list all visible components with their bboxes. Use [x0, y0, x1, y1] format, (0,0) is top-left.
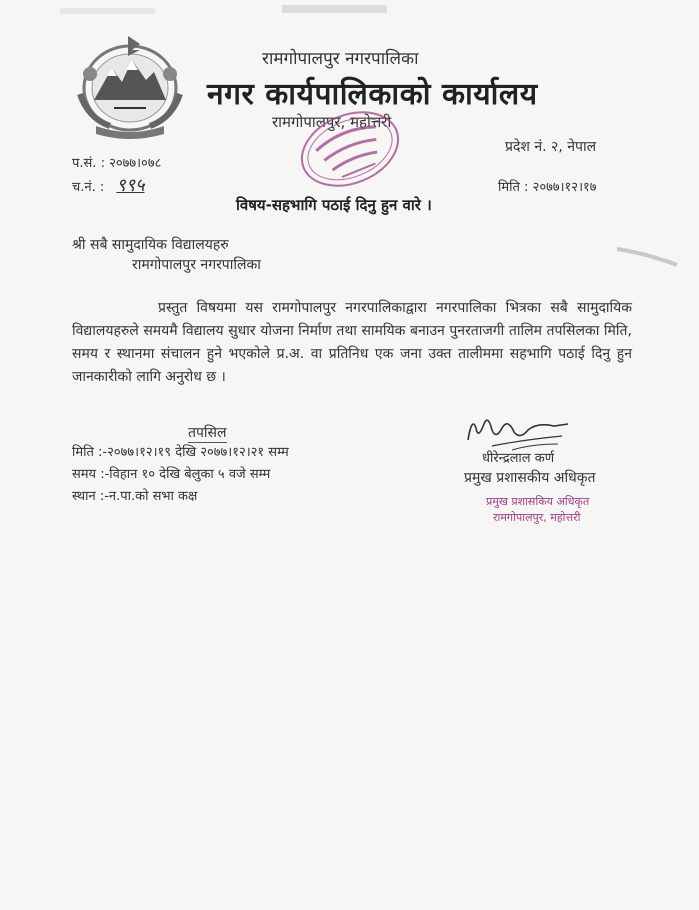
- recipient-line-1: श्री सबै सामुदायिक विद्यालयहरु: [72, 237, 229, 253]
- seal-line-1: प्रमुख प्रशासकिय अधिकृत: [486, 495, 590, 508]
- schedule-date: मिति :-२०७७।१२।१९ देखि २०७७।१२।२१ सम्म: [72, 445, 289, 460]
- government-emblem-icon: [70, 30, 190, 142]
- cn-label: च.नं. :: [72, 180, 105, 195]
- letter-date: [498, 177, 597, 195]
- signer-name: धीरेन्द्रलाल कर्ण: [482, 451, 555, 466]
- office-title: नगर कार्यपालिकाको कार्यालय: [207, 77, 538, 112]
- date-value: २०७७।१२।१७: [532, 180, 597, 195]
- letter-subject: विषय-सहभागि पठाई दिनु हुन वारे ।: [236, 196, 432, 214]
- province-line: प्रदेश नं. २, नेपाल: [505, 139, 597, 155]
- date-label: मिति :: [498, 180, 529, 195]
- schedule-heading: तपसिल: [188, 425, 227, 441]
- office-address: रामगोपालपुर, महोत्तरी: [272, 113, 392, 131]
- patra-sankhya: [72, 153, 161, 171]
- chalani-number: [72, 173, 144, 197]
- schedule-time: समय :-विहान १० देखि बेलुका ५ वजे सम्म: [72, 467, 271, 482]
- schedule-place: स्थान :-न.पा.को सभा कक्ष: [72, 489, 198, 504]
- signer-title: प्रमुख प्रशासकीय अधिकृत: [464, 470, 596, 486]
- letter-body: प्रस्तुत विषयमा यस रामगोपालपुर नगरपालिकाद्वारा नगरपालिका भित्रका सबै सामुदायिक विद्यालयहरुले समयमै विद्यालय सुधार योजना निर्माण तथा सामयिक बनाउन पुनरताजगी तालिम तपसिलका मिति, समय र स्थानमा संचालन हुने भएकोले प्र.अ. वा प्रतिनिध एक जना उक्त तालीममा सहभागि पठाई दिनु हुन जानकारीको लागि अनुरोध छ ।: [72, 300, 632, 385]
- ps-label: प.सं. :: [72, 156, 105, 171]
- ink-smudge: [615, 243, 680, 268]
- scan-mark: [282, 4, 387, 14]
- scan-mark: [60, 6, 155, 16]
- cn-value: ९९५: [116, 175, 145, 196]
- seal-line-2: रामगोपालपुर, महोत्तरी: [493, 511, 581, 524]
- ps-value: २०७७।०७८: [109, 156, 162, 171]
- municipality-name: रामगोपालपुर नगरपालिका: [262, 49, 419, 69]
- recipient-line-2: रामगोपालपुर नगरपालिका: [132, 257, 261, 273]
- office-stamp-icon: [292, 108, 408, 190]
